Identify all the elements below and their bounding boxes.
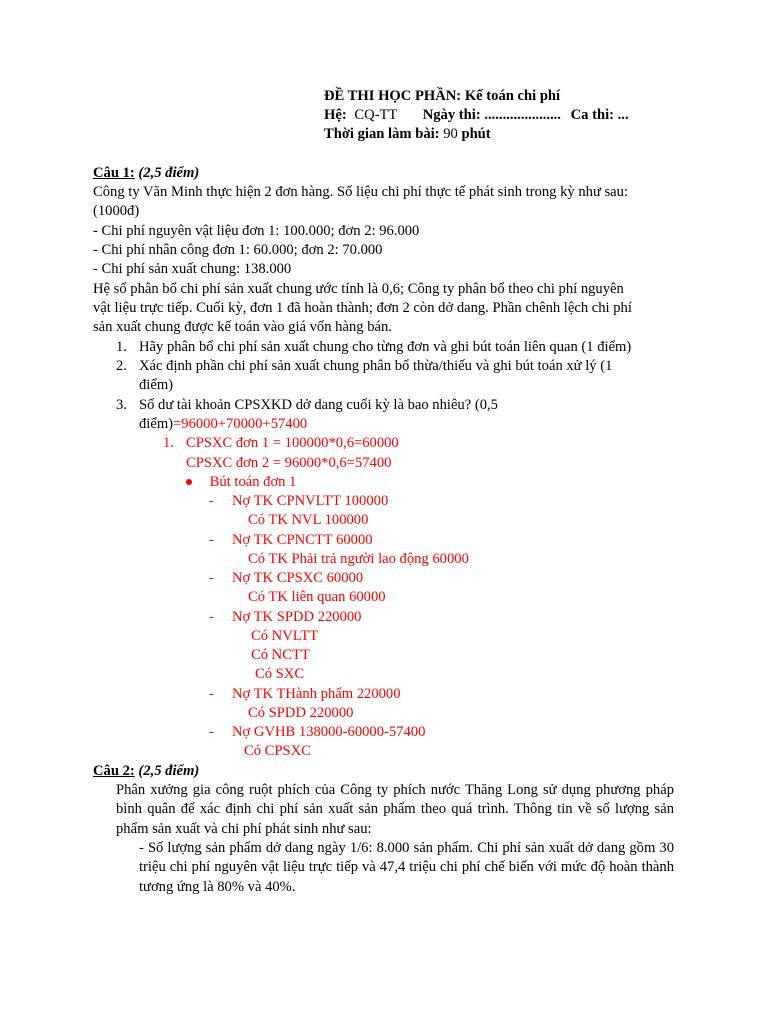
entry-3-dash: -: [209, 570, 214, 586]
entry-4-dash: -: [209, 609, 214, 625]
duration-label: Thời gian làm bài:: [324, 126, 440, 142]
program-value: CQ-TT: [354, 107, 398, 123]
answer-bullet-label: Bút toán đơn 1: [209, 474, 297, 490]
q1-task-1-number: 1.: [116, 339, 127, 355]
program-label: Hệ:: [324, 107, 347, 123]
entry-2-credit: Có TK Phải trả người lao động 60000: [248, 551, 469, 567]
q1-task-2-text: Xác định phần chi phí sản xuất chung phân bổ thừa/thiếu và ghi bút toán xử lý (1: [139, 358, 613, 374]
question-1-label: Câu 1:: [93, 165, 135, 181]
answer-bullet-row: [186, 473, 296, 492]
entry-4-credit-2: Có NCTT: [251, 647, 310, 663]
question-1-heading: [93, 164, 199, 183]
q1-task-3-text: Số dư tài khoản CPSXKD dở dang cuối kỳ là bao nhiêu? (0,5: [139, 397, 498, 413]
q1-intro-line-2: (1000đ): [93, 203, 140, 219]
q1-paragraph-line-3: sản xuất chung được kế toán vào giá vốn hàng bán.: [93, 319, 392, 335]
entry-5-debit: Nợ TK THành phẩm 220000: [232, 686, 401, 702]
duration-value: 90: [443, 126, 458, 142]
q1-intro-line-1: Công ty Văn Minh thực hiện 2 đơn hàng. Số liệu chi phí thực tế phát sinh trong kỳ như sau:: [93, 184, 629, 200]
entry-4-credit-1: Có NVLTT: [251, 628, 319, 644]
duration-unit: phút: [461, 126, 491, 142]
q1-data-item-3: - Chi phí sản xuất chung: 138.000: [93, 261, 292, 277]
exam-session-label: Ca thi: ...: [570, 107, 629, 123]
question-1-points: (2,5 điểm): [138, 165, 200, 181]
q1-task-3-text-cont: [139, 415, 307, 434]
exam-title-label: ĐỀ THI HỌC PHẦN:: [324, 88, 462, 104]
question-2-heading: [93, 762, 199, 781]
exam-title: [324, 87, 560, 106]
entry-2-debit: Nợ TK CPNCTT 60000: [232, 532, 373, 548]
answer-number: 1.: [163, 435, 174, 451]
q1-task-1-text: Hãy phân bổ chi phí sản xuất chung cho từng đơn và ghi bút toán liên quan (1 điểm): [139, 339, 632, 355]
answer-line-1: CPSXC đơn 1 = 100000*0,6=60000: [186, 435, 399, 451]
question-2-label: Câu 2:: [93, 763, 135, 779]
exam-meta-line: [324, 106, 629, 125]
q1-task-2-number: 2.: [116, 358, 127, 374]
entry-1-credit: Có TK NVL 100000: [248, 512, 369, 528]
entry-5-credit: Có SPDD 220000: [248, 705, 354, 721]
entry-3-credit: Có TK liên quan 60000: [248, 589, 386, 605]
question-2-points: (2,5 điểm): [138, 763, 200, 779]
bullet-icon: [186, 479, 192, 485]
q1-task-2-text-cont: điểm): [139, 377, 174, 393]
answer-line-2: CPSXC đơn 2 = 96000*0,6=57400: [186, 455, 392, 471]
entry-6-dash: -: [209, 724, 214, 740]
q1-task-3-answer: =96000+70000+57400: [173, 416, 308, 432]
q1-data-item-2: - Chi phí nhân công đơn 1: 60.000; đơn 2: 70.000: [93, 242, 383, 258]
q2-paragraph: Phân xưởng gia công ruột phích của Công ty phích nước Thăng Long sử dụng phương pháp bình quân để xác định chi phí sản xuất sản phẩm theo quá trình. Thông tin về số lượng sản phẩm sản xuất và chi phí phát sinh như sau:: [116, 782, 674, 837]
entry-6-debit: Nợ GVHB 138000-60000-57400: [232, 724, 426, 740]
exam-course-name: Kế toán chi phí: [464, 88, 561, 104]
entry-4-credit-3: Có SXC: [255, 666, 305, 682]
q1-paragraph-line-2: vật liệu trực tiếp. Cuối kỳ, đơn 1 đã hoàn thành; đơn 2 còn dở dang. Phần chênh lệch chi phí: [93, 300, 632, 316]
exam-date-label: Ngày thi: .....................: [422, 107, 561, 123]
exam-duration-line: [324, 125, 491, 144]
entry-3-debit: Nợ TK CPSXC 60000: [232, 570, 364, 586]
q1-paragraph-line-1: Hệ số phân bổ chi phí sản xuất chung ước tính là 0,6; Công ty phân bổ theo chi phí nguyên: [93, 281, 624, 297]
entry-4-debit: Nợ TK SPDD 220000: [232, 609, 362, 625]
q1-task-3-number: 3.: [116, 397, 127, 413]
entry-6-credit: Có CPSXC: [244, 743, 311, 759]
q1-task-3-points-cont: điểm): [139, 416, 174, 432]
q2-data-item: - Số lượng sản phẩm dở dang ngày 1/6: 8.000 sản phẩm. Chi phí sản xuất dở dang gồm 30 triệu chi phí nguyên vật liệu trực tiếp và 47,4 triệu chi phí chế biến với mức độ hoàn thành tương ứng là 80% và 40%.: [139, 840, 674, 895]
entry-1-dash: -: [209, 493, 214, 509]
q1-data-item-1: - Chi phí nguyên vật liệu đơn 1: 100.000; đơn 2: 96.000: [93, 223, 420, 239]
entry-1-debit: Nợ TK CPNVLTT 100000: [232, 493, 389, 509]
entry-5-dash: -: [209, 686, 214, 702]
entry-2-dash: -: [209, 532, 214, 548]
